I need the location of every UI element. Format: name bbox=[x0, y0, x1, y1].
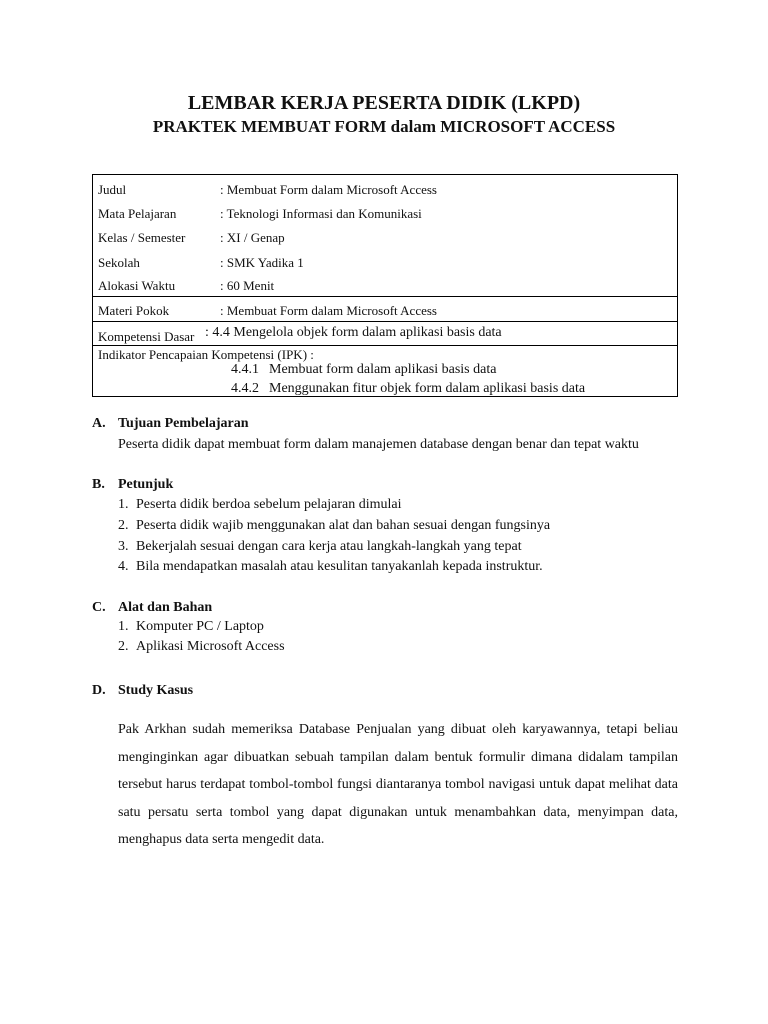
list-number: 2. bbox=[118, 639, 129, 654]
list-text: Aplikasi Microsoft Access bbox=[136, 639, 285, 654]
page-subtitle: PRAKTEK MEMBUAT FORM dalam MICROSOFT ACCESS bbox=[152, 117, 616, 136]
list-text: Peserta didik berdoa sebelum pelajaran dimulai bbox=[136, 497, 402, 512]
table-divider bbox=[93, 345, 677, 346]
info-value: : 60 Menit bbox=[220, 278, 275, 293]
list-item bbox=[118, 619, 264, 635]
info-label: Kelas / Semester bbox=[98, 230, 186, 245]
table-divider bbox=[93, 321, 677, 322]
list-number: 1. bbox=[118, 619, 129, 634]
section-title: Tujuan Pembelajaran bbox=[118, 416, 249, 431]
ipk-number: 4.4.1 bbox=[231, 362, 259, 377]
page-title: LEMBAR KERJA PESERTA DIDIK (LKPD) bbox=[187, 92, 581, 114]
ipk-number: 4.4.2 bbox=[231, 381, 259, 396]
list-number: 2. bbox=[118, 518, 129, 533]
list-item bbox=[118, 518, 550, 534]
info-table bbox=[92, 174, 678, 397]
list-number: 1. bbox=[118, 497, 129, 512]
section-b-heading bbox=[92, 477, 173, 493]
section-title: Study Kasus bbox=[118, 683, 194, 698]
ipk-text: Menggunakan fitur objek form dalam aplikasi basis data bbox=[269, 381, 586, 396]
table-divider bbox=[93, 296, 677, 297]
info-value: : Membuat Form dalam Microsoft Access bbox=[220, 182, 437, 197]
section-letter: A. bbox=[92, 416, 106, 431]
section-letter: B. bbox=[92, 477, 105, 492]
list-text: Komputer PC / Laptop bbox=[136, 619, 264, 634]
section-d-heading bbox=[92, 683, 193, 699]
ipk-item bbox=[231, 362, 496, 378]
ipk-item bbox=[231, 381, 585, 397]
info-value: : 4.4 Mengelola objek form dalam aplikasi basis data bbox=[205, 325, 502, 340]
info-label: Materi Pokok bbox=[98, 303, 170, 318]
list-item bbox=[118, 639, 285, 655]
info-value: : Membuat Form dalam Microsoft Access bbox=[220, 303, 437, 318]
list-item bbox=[118, 497, 402, 513]
list-item bbox=[118, 559, 543, 575]
list-item bbox=[118, 539, 522, 555]
list-text: Bila mendapatkan masalah atau kesulitan tanyakanlah kepada instruktur. bbox=[136, 559, 543, 574]
info-value: : XI / Genap bbox=[220, 230, 285, 245]
section-letter: D. bbox=[92, 683, 106, 698]
case-study-paragraph: Pak Arkhan sudah memeriksa Database Penjualan yang dibuat oleh karyawannya, tetapi beliau menginginkan agar dibuatkan sebuah tampilan dalam bentuk formulir dimana didalam tampilan tersebut harus terdapat tombol-tombol fungsi diantaranya tombol navigasi untuk dapat melihat data satu persatu serta tombol yang dapat digunakan untuk menambahkan data, menyimpan data, menghapus data serta mengedit data. bbox=[118, 722, 678, 847]
info-label: Judul bbox=[98, 182, 127, 197]
list-text: Peserta didik wajib menggunakan alat dan bahan sesuai dengan fungsinya bbox=[136, 518, 551, 533]
section-a-text: Peserta didik dapat membuat form dalam manajemen database dengan benar dan tepat waktu bbox=[118, 437, 639, 452]
section-a-heading bbox=[92, 416, 249, 432]
info-label: Alokasi Waktu bbox=[98, 278, 176, 293]
section-title: Petunjuk bbox=[118, 477, 174, 492]
section-title: Alat dan Bahan bbox=[118, 600, 213, 615]
ipk-heading: Indikator Pencapaian Kompetensi (IPK) : bbox=[98, 347, 314, 362]
info-label: Mata Pelajaran bbox=[98, 206, 177, 221]
ipk-text: Membuat form dalam aplikasi basis data bbox=[269, 362, 497, 377]
section-letter: C. bbox=[92, 600, 106, 615]
list-number: 4. bbox=[118, 559, 129, 574]
section-c-heading bbox=[92, 600, 212, 616]
info-label: Sekolah bbox=[98, 255, 140, 270]
info-value: : Teknologi Informasi dan Komunikasi bbox=[220, 206, 422, 221]
info-label: Kompetensi Dasar bbox=[98, 329, 195, 344]
info-value: : SMK Yadika 1 bbox=[220, 255, 304, 270]
list-text: Bekerjalah sesuai dengan cara kerja atau langkah-langkah yang tepat bbox=[136, 539, 522, 554]
list-number: 3. bbox=[118, 539, 129, 554]
